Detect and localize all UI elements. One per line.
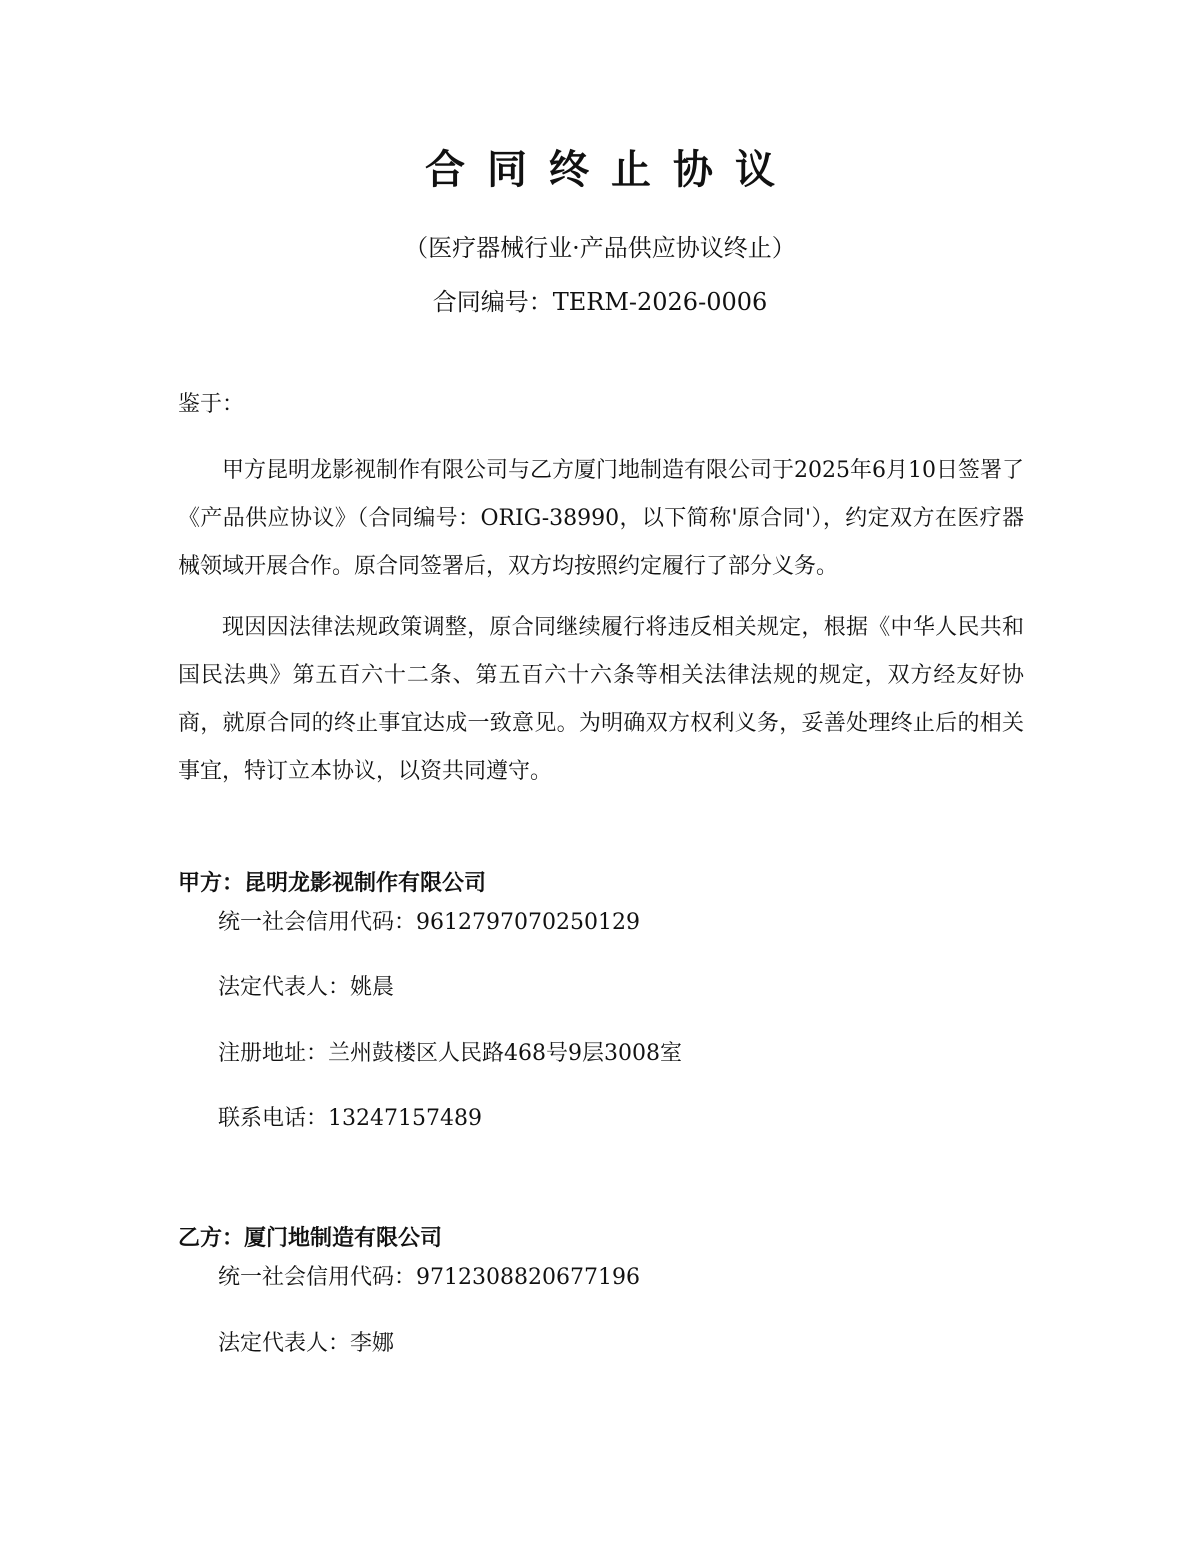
party-a-legal-representative: 法定代表人：姚晨 (218, 975, 395, 1000)
party-a-phone: 联系电话：13247157489 (218, 1106, 482, 1131)
document-subtitle: （医疗器械行业·产品供应协议终止） (404, 234, 796, 262)
party-a-heading: 甲方：昆明龙影视制作有限公司 (178, 871, 487, 896)
party-a-credit-code: 统一社会信用代码：9612797070250129 (218, 910, 640, 935)
whereas-label: 鉴于： (178, 392, 245, 417)
party-a-address: 注册地址：兰州鼓楼区人民路468号9层3008室 (218, 1041, 682, 1066)
preamble-paragraph-1: 甲方昆明龙影视制作有限公司与乙方厦门地制造有限公司于2025年6月10日签署了《产品供应协议》（合同编号：ORIG-38990，以下简称'原合同'），约定双方在医疗器械领域开展合作。原合同签署后，双方均按照约定履行了部分义务。 (178, 458, 1024, 579)
preamble-paragraph-2: 现因因法律法规政策调整，原合同继续履行将违反相关规定，根据《中华人民共和国民法典》第五百六十二条、第五百六十六条等相关法律法规的规定，双方经友好协商，就原合同的终止事宜达成一致意见。为明确双方权利义务，妥善处理终止后的相关事宜，特订立本协议，以资共同遵守。 (178, 615, 1024, 784)
party-b-credit-code: 统一社会信用代码：9712308820677196 (218, 1265, 640, 1290)
contract-number (0, 282, 1200, 322)
party-b-legal-representative: 法定代表人：李娜 (218, 1331, 395, 1356)
contract-number-value: TERM-2026-0006 (552, 288, 768, 316)
party-b-heading: 乙方：厦门地制造有限公司 (178, 1226, 443, 1251)
document-title: 合同终止协议 (425, 147, 797, 193)
contract-number-label: 合同编号： (432, 288, 553, 316)
